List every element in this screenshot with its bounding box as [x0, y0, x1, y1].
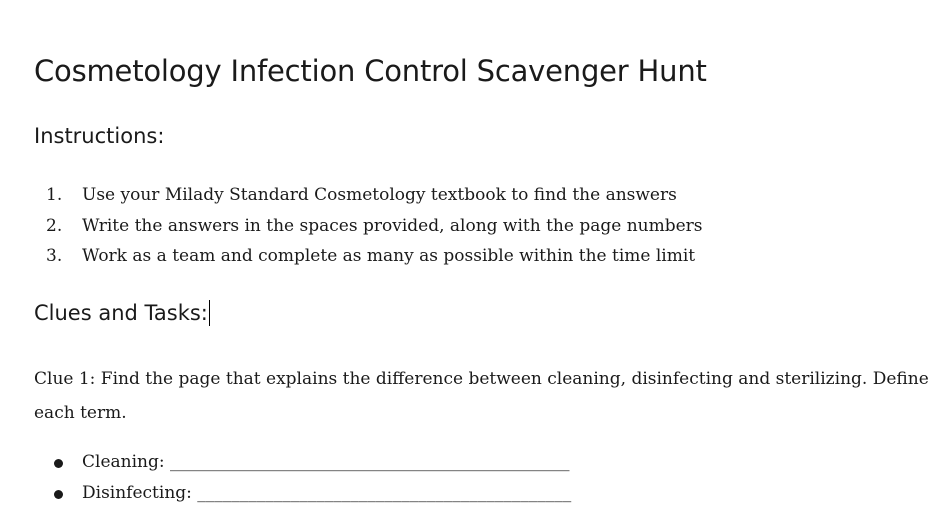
- answer-line: Disinfecting: ____________________________________________: [82, 483, 572, 503]
- bullet-icon: [54, 490, 63, 499]
- clue-paragraph: [34, 362, 929, 430]
- clue-line: each term.: [34, 403, 127, 423]
- text-cursor: [209, 300, 211, 326]
- list-item-text: Work as a team and complete as many as possible within the time limit: [82, 246, 696, 266]
- list-item-number: 2.: [46, 215, 63, 236]
- list-item-text: Use your Milady Standard Cosmetology textbook to find the answers: [82, 185, 677, 205]
- list-item-number: 1.: [46, 185, 63, 205]
- list-item-text: Write the answers in the spaces provided, along with the page numbers: [82, 215, 703, 236]
- clues-heading-text: Clues and Tasks:: [34, 301, 208, 325]
- clues-heading[interactable]: [34, 300, 210, 326]
- answer-line: Cleaning: _______________________________________________: [82, 452, 570, 472]
- document-title: Cosmetology Infection Control Scavenger Hunt: [34, 54, 707, 88]
- clue-line: Clue 1: Find the page that explains the difference between cleaning, disinfecting and sterilizing. Define: [34, 369, 929, 389]
- bullet-icon: [54, 459, 63, 468]
- list-item-number: 3.: [46, 246, 63, 266]
- instructions-heading: Instructions:: [34, 124, 165, 148]
